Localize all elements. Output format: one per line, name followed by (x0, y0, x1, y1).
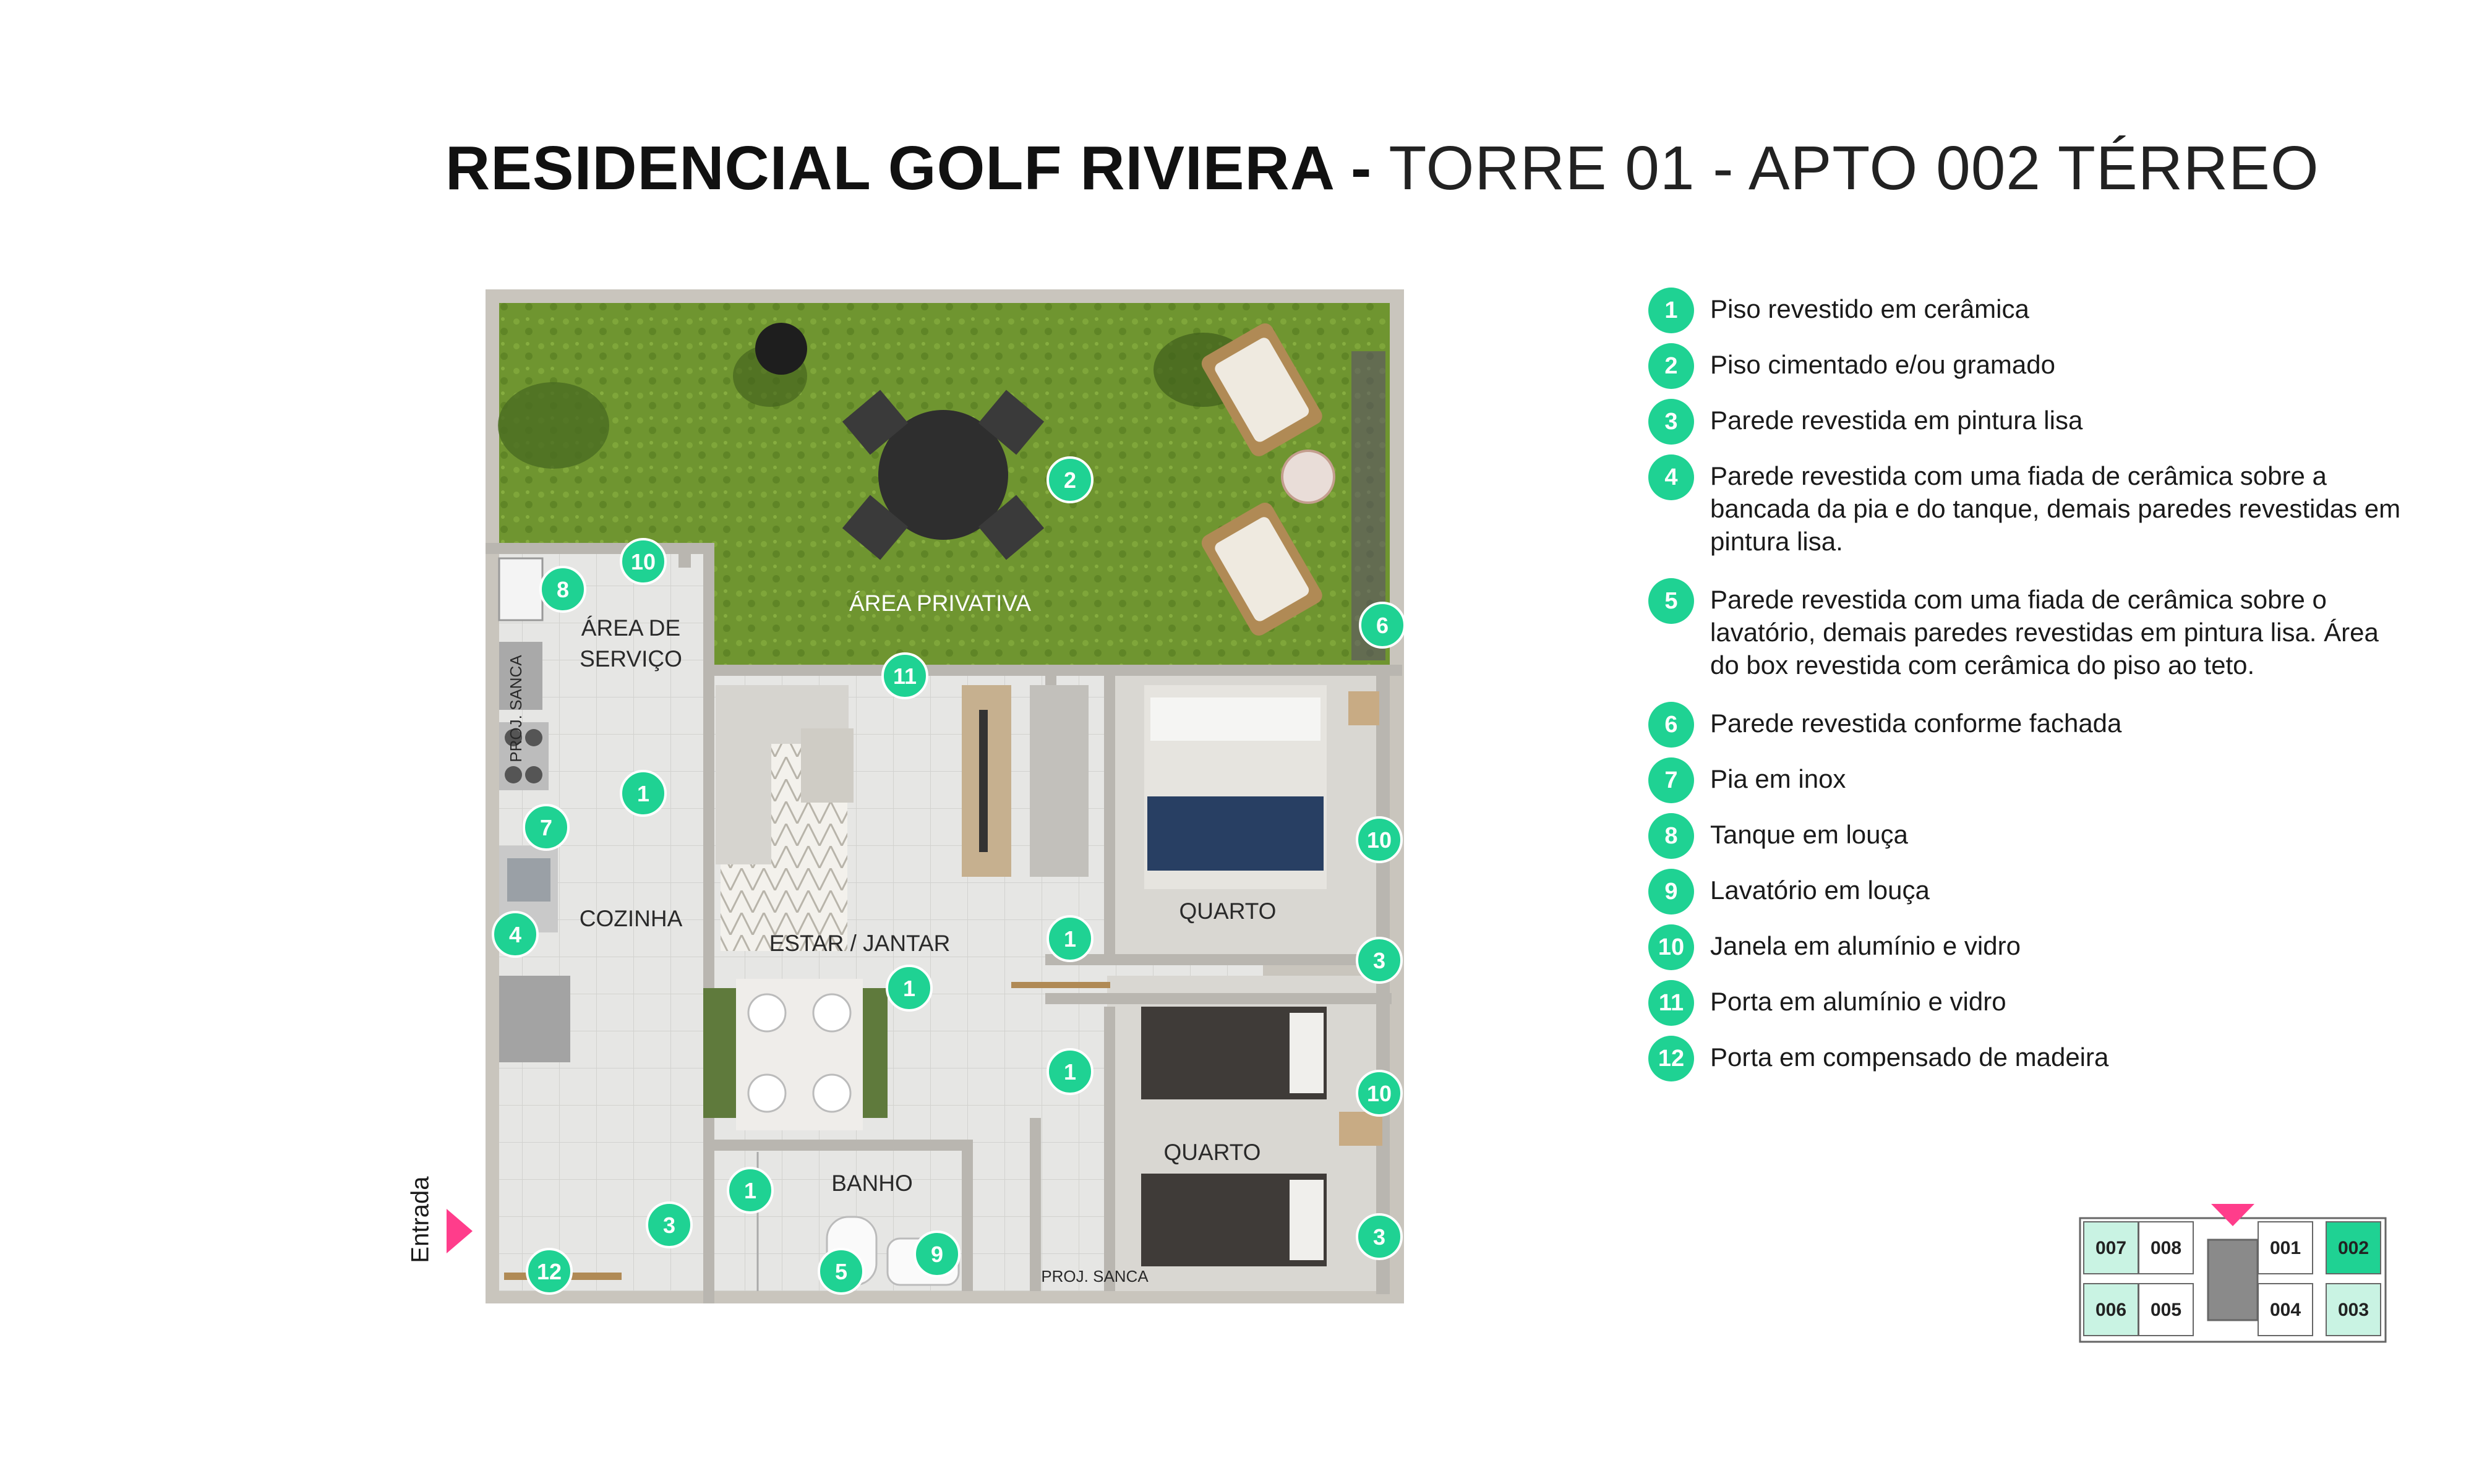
legend-text: Parede revestida com uma fiada de cerâmica sobre o lavatório, demais paredes revestidas em pintura lisa. Área do box revestida com cerâmica do piso ao teto. (1710, 585, 2379, 680)
entrance-label: Entrada (406, 1176, 434, 1263)
nightstand (1348, 691, 1379, 725)
legend-item (1648, 702, 2403, 748)
plan-marker-number: 12 (536, 1259, 562, 1284)
legend-number-badge: 4 (1648, 454, 1694, 500)
plan-marker (647, 1203, 691, 1247)
plan-marker-number: 1 (636, 781, 650, 806)
shrub (498, 382, 609, 469)
plan-marker (1357, 938, 1402, 983)
plan-marker (524, 805, 568, 850)
legend-number-badge: 9 (1648, 869, 1694, 915)
plan-marker (1048, 1049, 1092, 1094)
plan-marker (541, 567, 585, 612)
legend-text: Piso cimentado e/ou gramado (1710, 350, 2055, 379)
plan-marker-number: 3 (1372, 948, 1386, 973)
key-unit-005 (2139, 1284, 2193, 1336)
key-unit-008 (2139, 1222, 2193, 1274)
room-label-area-servico-2: SERVIÇO (580, 646, 682, 672)
legend-text: Pia em inox (1710, 764, 1846, 793)
plan-marker-number: 3 (662, 1213, 676, 1238)
legend-item (1648, 757, 2403, 803)
plan-marker (621, 771, 666, 816)
bed-blanket (1147, 796, 1324, 871)
plan-marker (1357, 1214, 1402, 1259)
legend-text: Porta em compensado de madeira (1710, 1043, 2109, 1072)
legend-number-badge: 2 (1648, 343, 1694, 389)
plan-marker-number: 10 (1366, 1081, 1392, 1106)
legend-number-badge: 12 (1648, 1036, 1694, 1081)
bedroom-door (1011, 982, 1110, 988)
plan-marker-number: 10 (630, 549, 656, 574)
legend-item (1648, 343, 2403, 389)
floor-plan (486, 289, 1404, 1303)
plan-marker (1048, 916, 1092, 961)
key-unit-label: 006 (2095, 1300, 2127, 1320)
sink (507, 858, 550, 902)
plan-marker (493, 912, 537, 957)
entrance-arrow-icon (447, 1209, 473, 1253)
plan-marker (728, 1168, 773, 1213)
legend-number-badge: 10 (1648, 924, 1694, 970)
legend-number-badge: 7 (1648, 757, 1694, 803)
legend-text: Tanque em louça (1710, 820, 1908, 849)
plan-marker-number: 3 (1372, 1224, 1386, 1250)
entrance-indicator (396, 1175, 470, 1298)
key-unit-002 (2326, 1222, 2381, 1274)
legend-text: Janela em alumínio e vidro (1710, 931, 2021, 960)
plan-marker-number: 8 (556, 577, 570, 602)
plan-marker-number: 10 (1366, 827, 1392, 853)
ottoman (801, 728, 854, 803)
key-unit-label: 008 (2150, 1238, 2182, 1258)
plan-marker (1357, 1071, 1402, 1115)
legend-text: Lavatório em louça (1710, 876, 1930, 905)
room-label-cozinha: COZINHA (579, 906, 683, 931)
key-circulation-core (2208, 1240, 2258, 1320)
legend-number-badge: 5 (1648, 578, 1694, 624)
legend-item (1648, 1036, 2403, 1081)
bbq-grill (755, 323, 807, 375)
title-unit: TORRE 01 - APTO 002 TÉRREO (1389, 134, 2319, 203)
legend-number-badge: 6 (1648, 702, 1694, 748)
nightstand (1339, 1112, 1382, 1146)
legend-text: Parede revestida conforme fachada (1710, 709, 2122, 738)
legend-text: Piso revestido em cerâmica (1710, 294, 2029, 323)
plan-marker-number: 1 (1063, 926, 1077, 952)
legend-item (1648, 578, 2403, 681)
legend-item (1648, 924, 2403, 970)
plan-marker (1048, 458, 1092, 502)
plan-marker (527, 1249, 571, 1294)
key-unit-001 (2258, 1222, 2313, 1274)
key-unit-label: 005 (2150, 1300, 2182, 1320)
plan-marker-number: 2 (1063, 467, 1077, 493)
legend-item (1648, 288, 2403, 333)
plan-marker (1360, 603, 1404, 647)
legend-item (1648, 869, 2403, 915)
key-unit-label: 001 (2269, 1238, 2301, 1258)
legend-item (1648, 454, 2403, 558)
plan-marker (819, 1249, 863, 1294)
key-unit-label: 002 (2337, 1238, 2369, 1258)
legend-item (1648, 980, 2403, 1026)
title-project: RESIDENCIAL GOLF RIVIERA - (445, 134, 1372, 203)
plan-marker (915, 1232, 959, 1276)
plan-marker (887, 966, 931, 1010)
key-unit-label: 007 (2095, 1238, 2127, 1258)
plan-marker-number: 6 (1376, 613, 1389, 638)
laundry-tank (499, 558, 542, 620)
tv (979, 710, 988, 852)
unit-key-map (2078, 1203, 2387, 1351)
key-unit-006 (2084, 1284, 2138, 1336)
plan-marker-number: 4 (508, 922, 522, 947)
key-unit-004 (2258, 1284, 2313, 1336)
legend-text: Porta em alumínio e vidro (1710, 987, 2006, 1016)
key-unit-label: 003 (2337, 1300, 2369, 1320)
legend-text: Parede revestida com uma fiada de cerâmica sobre a bancada da pia e do tanque, demais paredes revestidas em pintura lisa. (1710, 461, 2401, 556)
legend-number-badge: 1 (1648, 288, 1694, 333)
legend-item (1648, 813, 2403, 859)
plan-marker-number: 9 (930, 1242, 944, 1267)
legend-number-badge: 8 (1648, 813, 1694, 859)
room-label-estar-jantar: ESTAR / JANTAR (769, 931, 951, 956)
key-unit-007 (2084, 1222, 2138, 1274)
plan-marker (621, 539, 666, 584)
plan-marker-number: 1 (902, 976, 916, 1001)
key-unit-003 (2326, 1284, 2381, 1336)
plan-marker-number: 1 (743, 1178, 757, 1203)
legend-number-badge: 11 (1648, 980, 1694, 1026)
wardrobe (1030, 685, 1089, 877)
plan-marker-number: 7 (539, 815, 553, 840)
label-proj-sanca: PROJ. SANCA (507, 655, 525, 762)
plan-marker-number: 5 (834, 1259, 848, 1284)
label-proj-sanca-2: PROJ. SANCA (1041, 1267, 1149, 1286)
plan-marker-number: 1 (1063, 1059, 1077, 1085)
page-title (445, 133, 2319, 204)
legend-number-badge: 3 (1648, 399, 1694, 445)
side-table (1282, 451, 1334, 503)
plan-marker (1357, 817, 1402, 862)
refrigerator (499, 976, 570, 1062)
room-label-area-servico: ÁREA DE (581, 615, 681, 641)
key-unit-label: 004 (2269, 1300, 2301, 1320)
legend-item (1648, 399, 2403, 445)
plan-marker-number: 11 (892, 663, 917, 689)
room-label-banho: BANHO (831, 1171, 913, 1196)
plan-marker (883, 654, 927, 698)
room-label-quarto-2: QUARTO (1163, 1140, 1261, 1165)
room-label-quarto-1: QUARTO (1179, 898, 1277, 924)
room-label-area-privativa: ÁREA PRIVATIVA (849, 591, 1032, 616)
legend-text: Parede revestida em pintura lisa (1710, 406, 2083, 435)
